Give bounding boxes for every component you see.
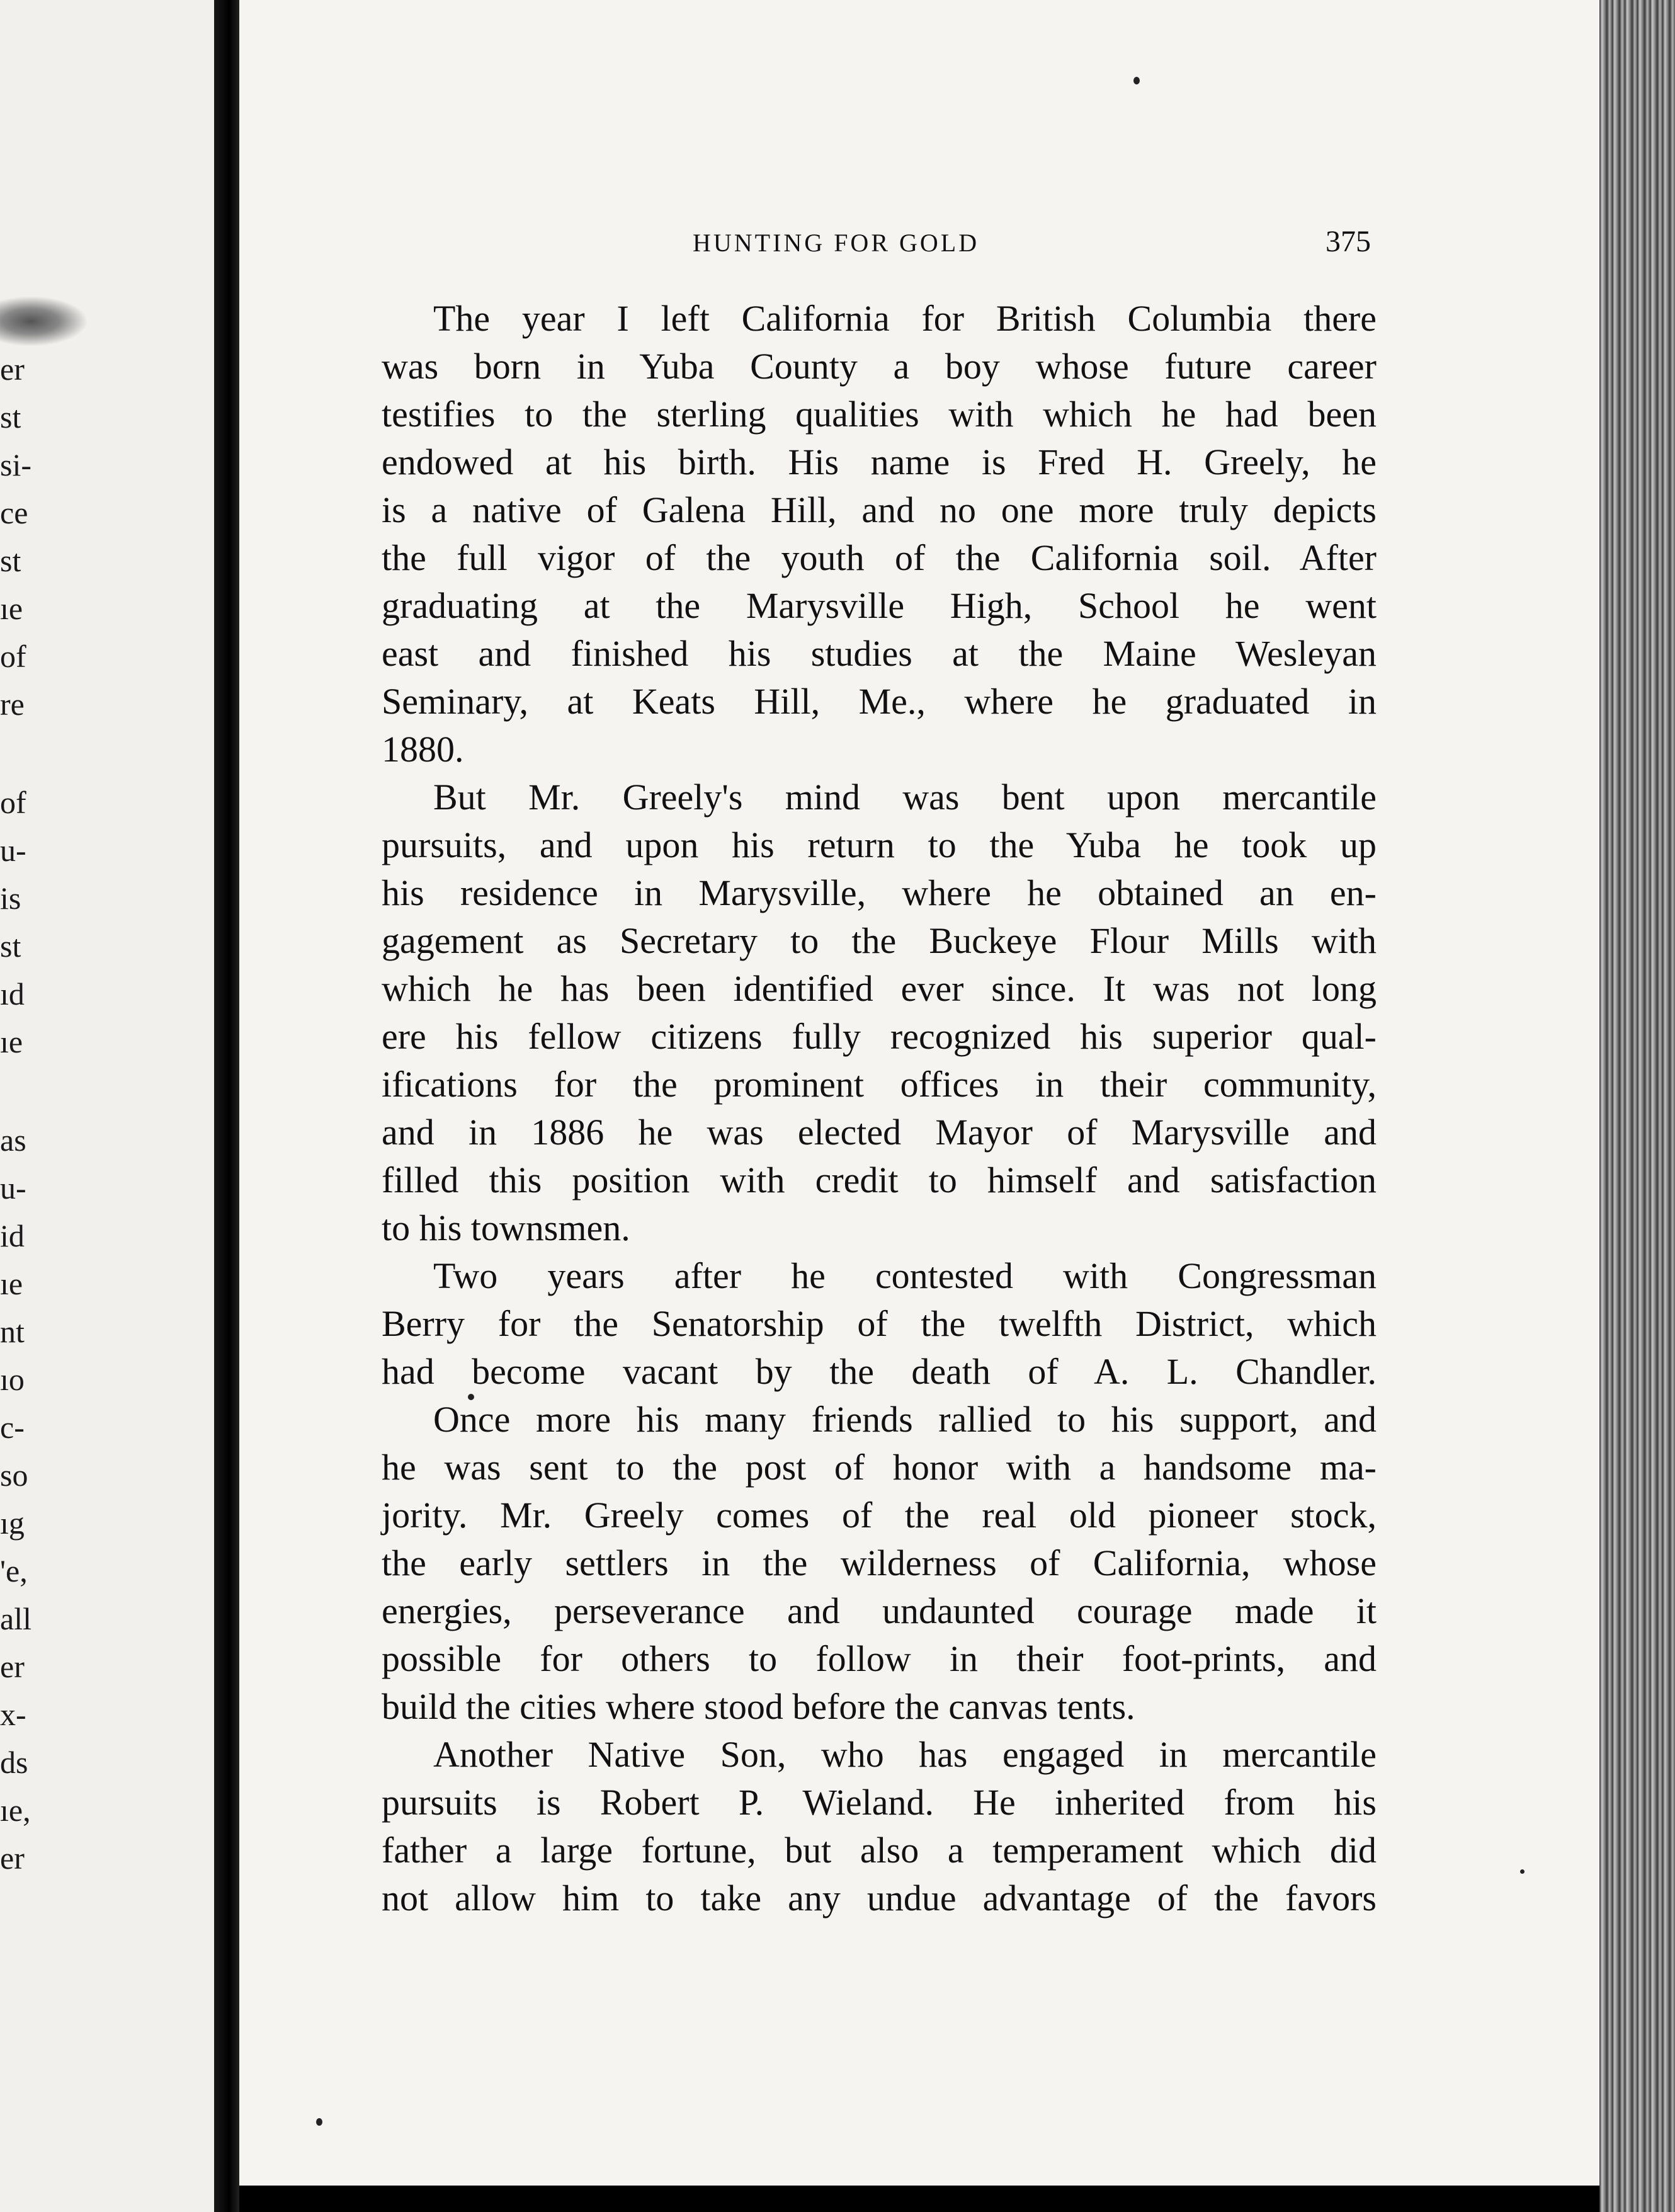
- text-line: had become vacant by the death of A. L. Chandler.: [382, 1351, 1377, 1392]
- text-line: the early settlers in the wilderness of California, whose: [382, 1542, 1377, 1583]
- dust-speck: [316, 2118, 322, 2126]
- fragment: nt: [0, 1314, 25, 1349]
- fragment: st: [0, 543, 21, 578]
- fragment: ce: [0, 495, 28, 530]
- text-line: 1880.: [382, 729, 464, 770]
- fragment: u-: [0, 833, 26, 868]
- fragment: as: [0, 1122, 26, 1158]
- text-line: which he has been identified ever since. It was not long: [382, 968, 1377, 1009]
- text-line: Another Native Son, who has engaged in mercantile: [433, 1734, 1377, 1775]
- fragment-gap: [0, 1066, 76, 1116]
- fragment: so: [0, 1457, 28, 1493]
- facing-page-fragment: [0, 0, 214, 2212]
- text-line: his residence in Marysville, where he obtained an en-: [382, 872, 1377, 913]
- fragment: ıo: [0, 1362, 25, 1397]
- fragment: st: [0, 399, 21, 435]
- fragment: id: [0, 1218, 25, 1253]
- text-line: endowed at his birth. His name is Fred H. Greely, he: [382, 442, 1377, 482]
- fragment: ds: [0, 1745, 28, 1780]
- dust-speck: [1520, 1869, 1525, 1874]
- text-line: the full vigor of the youth of the California soil. After: [382, 537, 1377, 578]
- fragment: ıg: [0, 1505, 25, 1541]
- text-line: Two years after he contested with Congressman: [433, 1255, 1377, 1296]
- text-line: ifications for the prominent offices in their community,: [382, 1064, 1377, 1105]
- fragment: 'e,: [0, 1553, 28, 1588]
- text-line: ere his fellow citizens fully recognized his superior qual-: [382, 1016, 1377, 1057]
- fragment: ıe: [0, 591, 23, 626]
- text-line: to his townsmen.: [382, 1207, 630, 1248]
- text-line: testifies to the sterling qualities with which he had been: [382, 394, 1377, 435]
- scan-border: [239, 2186, 1599, 2212]
- fragment: st: [0, 928, 21, 964]
- text-line: filled this position with credit to himself and satisfaction: [382, 1160, 1377, 1200]
- text-line: But Mr. Greely's mind was bent upon mercantile: [433, 777, 1377, 818]
- fragment: ıe: [0, 1266, 23, 1301]
- fragment: si-: [0, 447, 31, 482]
- text-line: he was sent to the post of honor with a handsome ma-: [382, 1447, 1377, 1488]
- fragment: re: [0, 687, 25, 722]
- text-line: build the cities where stood before the canvas tents.: [382, 1686, 1135, 1727]
- dust-speck: [1133, 77, 1140, 84]
- fragment: is: [0, 881, 21, 916]
- text-line: gagement as Secretary to the Buckeye Flour Mills with: [382, 920, 1377, 961]
- book-gutter: [214, 0, 239, 2212]
- fragment: er: [0, 1840, 25, 1876]
- page-number: 375: [1326, 225, 1371, 258]
- fragment: c-: [0, 1410, 25, 1445]
- facing-page-line-endings: [0, 345, 76, 1882]
- text-line: not allow him to take any undue advantage of the favors: [382, 1878, 1377, 1918]
- fragment: u-: [0, 1170, 26, 1206]
- text-line: was born in Yuba County a boy whose future career: [382, 346, 1377, 387]
- fragment: of: [0, 785, 26, 820]
- fragment: ıd: [0, 976, 25, 1012]
- fragment: of: [0, 639, 26, 674]
- fragment: x-: [0, 1697, 26, 1732]
- fragment: all: [0, 1601, 31, 1636]
- text-line: father a large fortune, but also a temperament which did: [382, 1830, 1377, 1871]
- running-head: HUNTING FOR GOLD: [693, 229, 980, 257]
- page-edges: [1599, 0, 1675, 2212]
- text-line: is a native of Galena Hill, and no one more truly depicts: [382, 489, 1377, 530]
- fragment: ıe: [0, 1024, 23, 1059]
- fragment: ıe,: [0, 1793, 31, 1828]
- text-line: and in 1886 he was elected Mayor of Marysville and: [382, 1112, 1377, 1153]
- fragment: er: [0, 1649, 25, 1684]
- fragment: er: [0, 351, 25, 387]
- fragment-gap: [0, 728, 76, 778]
- text-line: jority. Mr. Greely comes of the real old pioneer stock,: [382, 1495, 1377, 1536]
- text-line: pursuits, and upon his return to the Yuba he took up: [382, 824, 1377, 865]
- text-line: The year I left California for British Columbia there: [433, 298, 1377, 339]
- ink-smudge: [0, 296, 88, 346]
- text-line: east and finished his studies at the Maine Wesleyan: [382, 633, 1377, 674]
- body-text: [382, 295, 1377, 1922]
- text-line: Berry for the Senatorship of the twelfth District, which: [382, 1303, 1377, 1344]
- text-line: energies, perseverance and undaunted courage made it: [382, 1590, 1377, 1631]
- text-line: graduating at the Marysville High, School he went: [382, 585, 1377, 626]
- text-line: pursuits is Robert P. Wieland. He inherited from his: [382, 1782, 1377, 1823]
- text-line: possible for others to follow in their foot-prints, and: [382, 1638, 1377, 1679]
- text-line: Once more his many friends rallied to his support, and: [433, 1399, 1377, 1440]
- text-line: Seminary, at Keats Hill, Me., where he graduated in: [382, 681, 1377, 722]
